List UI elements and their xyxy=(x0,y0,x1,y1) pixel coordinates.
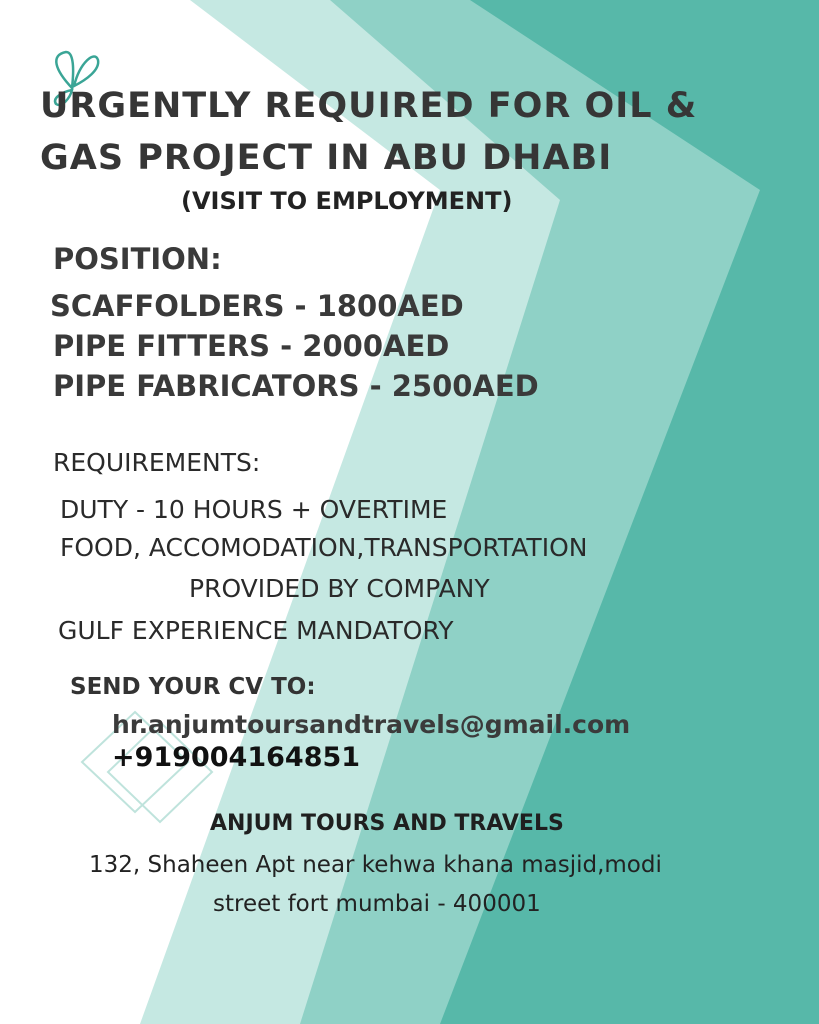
requirement-benefits: FOOD, ACCOMODATION,TRANSPORTATION xyxy=(60,533,588,562)
requirement-benefits-cont: PROVIDED BY COMPANY xyxy=(189,574,490,603)
headline-line2: GAS PROJECT IN ABU DHABI xyxy=(40,138,613,178)
contact-email[interactable]: hr.anjumtoursandtravels@gmail.com xyxy=(112,710,631,739)
position-item: SCAFFOLDERS - 1800AED xyxy=(50,289,464,323)
position-item: PIPE FITTERS - 2000AED xyxy=(53,329,450,363)
position-item: PIPE FABRICATORS - 2500AED xyxy=(53,369,539,403)
headline-subtitle: (VISIT TO EMPLOYMENT) xyxy=(181,187,513,215)
requirement-experience: GULF EXPERIENCE MANDATORY xyxy=(58,616,454,645)
position-label: POSITION: xyxy=(53,242,222,276)
company-address-line2: street fort mumbai - 400001 xyxy=(213,891,541,917)
company-name: ANJUM TOURS AND TRAVELS xyxy=(210,811,564,836)
send-cv-label: SEND YOUR CV TO: xyxy=(70,674,316,700)
headline-line1: URGENTLY REQUIRED FOR OIL & xyxy=(40,86,698,126)
requirement-duty: DUTY - 10 HOURS + OVERTIME xyxy=(60,495,448,524)
contact-phone[interactable]: +919004164851 xyxy=(112,742,361,773)
requirements-label: REQUIREMENTS: xyxy=(53,448,261,477)
company-address-line1: 132, Shaheen Apt near kehwa khana masjid,modi xyxy=(89,852,662,878)
